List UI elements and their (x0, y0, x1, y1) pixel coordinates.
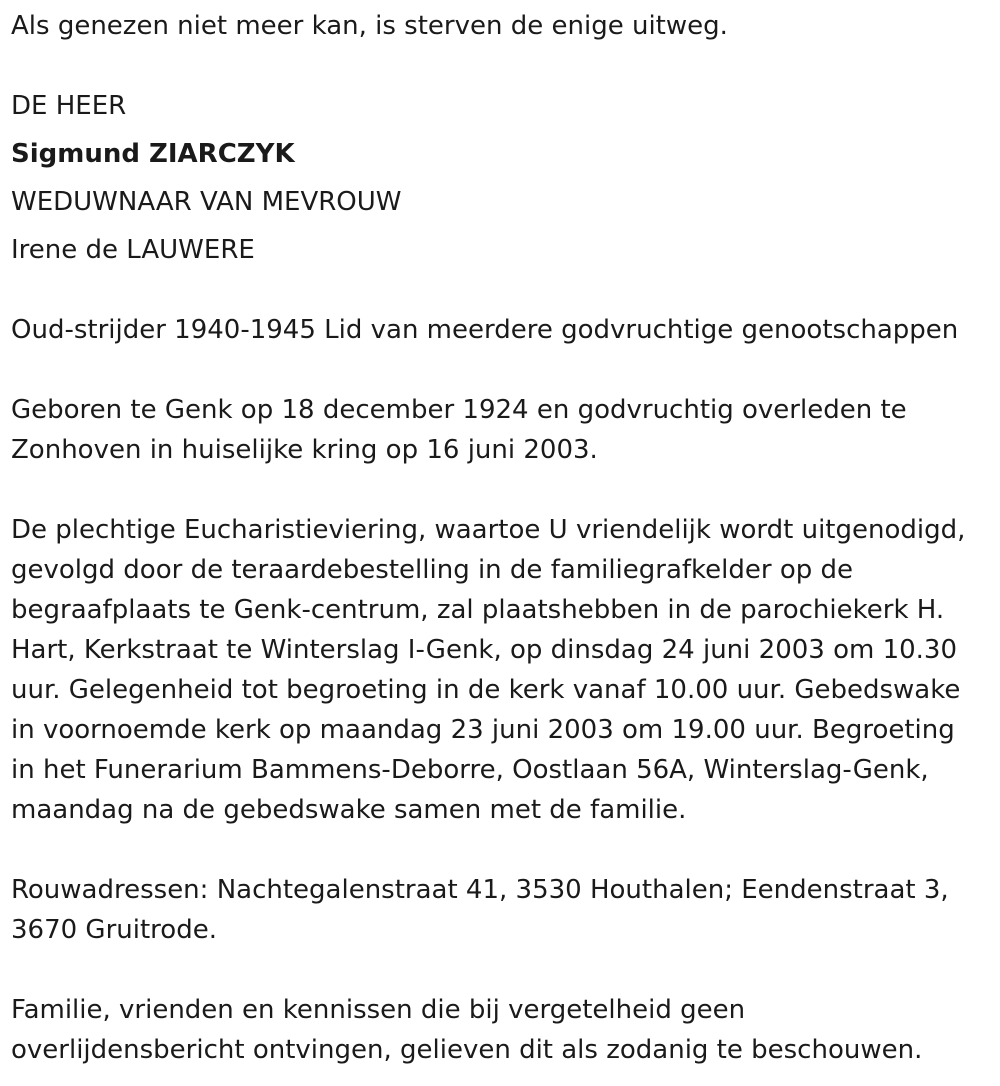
memberships: Oud-strijder 1940-1945 Lid van meerdere godvruchtige genootschappen (11, 315, 959, 345)
birth-death-line: Zonhoven in huiselijke kring op 16 juni 2003. (11, 435, 598, 465)
ceremony-line: gevolgd door de teraardebestelling in de familiegrafkelder op de (11, 555, 854, 585)
ceremony-line: maandag na de gebedswake samen met de familie. (11, 795, 687, 825)
ceremony-line: begraafplaats te Genk-centrum, zal plaatshebben in de parochiekerk H. (11, 595, 945, 625)
addresses-paragraph (11, 870, 988, 950)
closing-paragraph (11, 990, 988, 1070)
spouse-name: Irene de LAUWERE (11, 235, 255, 265)
address-line: Rouwadressen: Nachtegalenstraat 41, 3530 Houthalen; Eendenstraat 3, (11, 875, 949, 905)
title-prefix: DE HEER (11, 91, 127, 121)
closing-line: overlijdensbericht ontvingen, gelieven dit als zodanig te beschouwen. (11, 1035, 923, 1065)
ceremony-line: uur. Gelegenheid tot begroeting in de kerk vanaf 10.00 uur. Gebedswake (11, 675, 961, 705)
ceremony-line: Hart, Kerkstraat te Winterslag I-Genk, op dinsdag 24 juni 2003 om 10.30 (11, 635, 958, 665)
ceremony-line: in het Funerarium Bammens-Deborre, Oostlaan 56A, Winterslag-Genk, (11, 755, 929, 785)
birth-death-paragraph (11, 390, 988, 470)
ceremony-line: De plechtige Eucharistieviering, waartoe U vriendelijk wordt uitgenodigd, (11, 515, 966, 545)
ceremony-line: in voornoemde kerk op maandag 23 juni 2003 om 19.00 uur. Begroeting (11, 715, 955, 745)
deceased-name: Sigmund ZIARCZYK (11, 139, 295, 169)
birth-death-line: Geboren te Genk op 18 december 1924 en godvruchtig overleden te (11, 395, 907, 425)
opening-quote: Als genezen niet meer kan, is sterven de enige uitweg. (11, 11, 728, 41)
address-line: 3670 Gruitrode. (11, 915, 217, 945)
relation-line: WEDUWNAAR VAN MEVROUW (11, 187, 402, 217)
ceremony-paragraph (11, 510, 988, 830)
closing-line: Familie, vrienden en kennissen die bij vergetelheid geen (11, 995, 746, 1025)
